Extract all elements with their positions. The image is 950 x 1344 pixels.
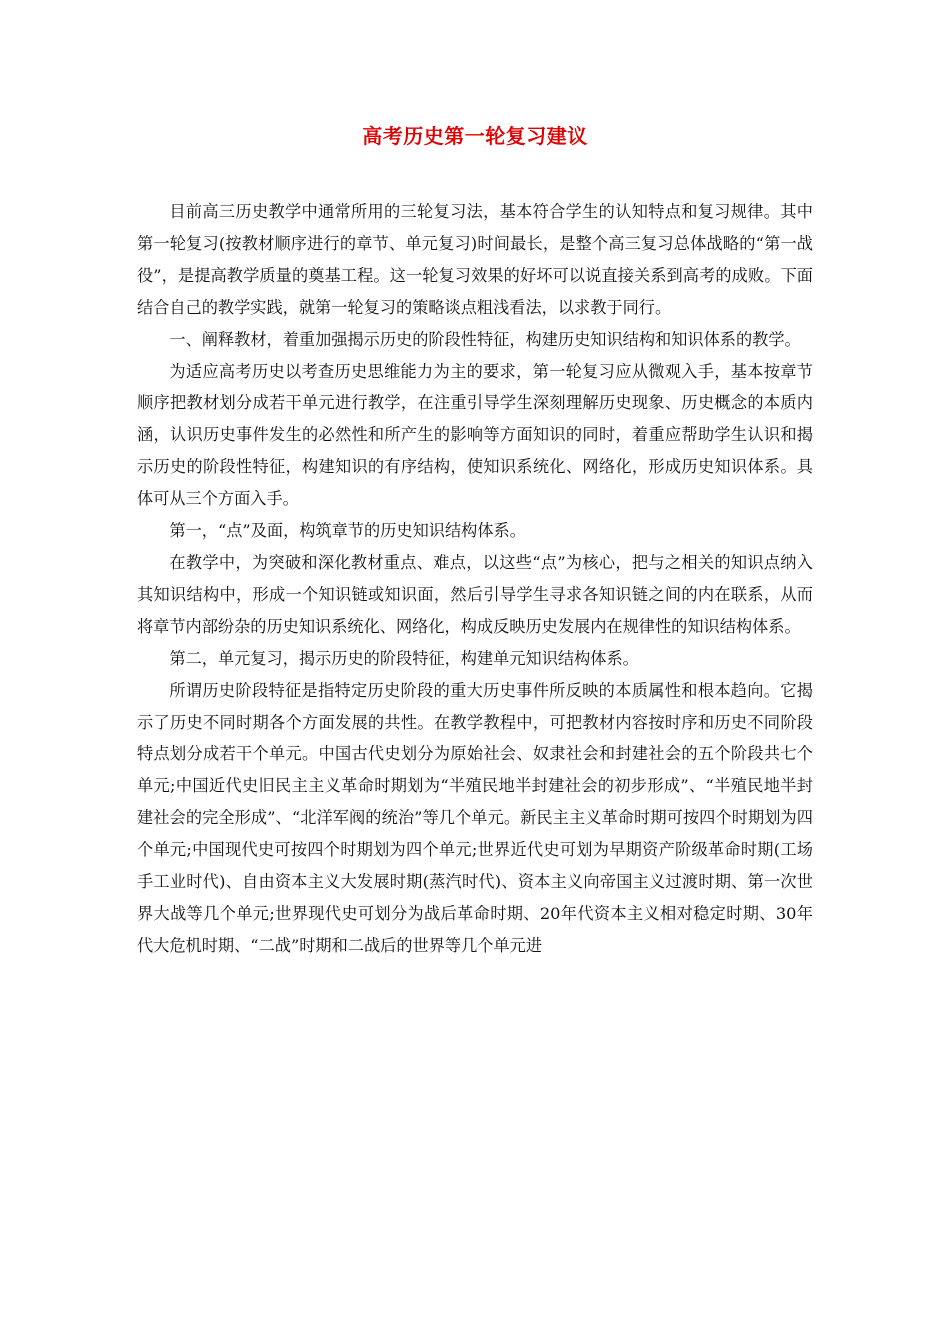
document-title: 高考历史第一轮复习建议 bbox=[362, 124, 588, 148]
paragraph: 第二，单元复习，揭示历史的阶段特征，构建单元知识结构体系。 bbox=[169, 648, 639, 668]
paragraph: 所谓历史阶段特征是指特定历史阶段的重大历史事件所反映的本质属性和根本趋向。它揭示了历史不同时期各个方面发展的共性。在教学教程中，可把教材内容按时序和历史不同阶段特点划分成若干个单元。中国古代史划分为原始社会、奴隶社会和封建社会的五个阶段共七个单元;中国近代史旧民主主义革命时期划为“半殖民地半封建社会的初步形成”、“半殖民地半封建社会的完全形成”、“北洋军阀的统治”等几个单元。新民主主义革命时期可按四个时期划为四个单元;中国现代史可按四个时期划为四个单元;世界近代史可划为早期资产阶级革命时期(工场手工业时代)、自由资本主义大发展时期(蒸汽时代)、资本主义向帝国主义过渡时期、第一次世界大战等几个单元;世界现代史可划分为战后革命时期、20年代资本主义相对稳定时期、30年代大危机时期、“二战”时期和二战后的世界等几个单元进 bbox=[137, 680, 813, 955]
paragraph: 第一，“点”及面，构筑章节的历史知识结构体系。 bbox=[169, 521, 526, 541]
paragraph: 为适应高考历史以考查历史思维能力为主的要求，第一轮复习应从微观入手，基本按章节顺序把教材划分成若干单元进行教学，在注重引导学生深刻理解历史现象、历史概念的本质内涵，认识历史事件发生的必然性和所产生的影响等方面知识的同时，着重应帮助学生认识和揭示历史的阶段性特征，构建知识的有序结构，使知识系统化、网络化，形成历史知识体系。具体可从三个方面入手。 bbox=[137, 361, 813, 509]
paragraph: 一、阐释教材，着重加强揭示历史的阶段性特征，构建历史知识结构和知识体系的教学。 bbox=[169, 329, 801, 349]
paragraph: 目前高三历史教学中通常所用的三轮复习法，基本符合学生的认知特点和复习规律。其中第一轮复习(按教材顺序进行的章节、单元复习)时间最长，是整个高三复习总体战略的“第一战役”，是提高教学质量的奠基工程。这一轮复习效果的好坏可以说直接关系到高考的成败。下面结合自己的教学实践，就第一轮复习的策略谈点粗浅看法，以求教于同行。 bbox=[137, 202, 813, 317]
paragraph: 在教学中，为突破和深化教材重点、难点，以这些“点”为核心，把与之相关的知识点纳入其知识结构中，形成一个知识链或知识面，然后引导学生寻求各知识链之间的内在联系，从而将章节内部纷杂的历史知识系统化、网络化，构成反映历史发展内在规律性的知识结构体系。 bbox=[137, 552, 813, 636]
document-body bbox=[137, 196, 813, 962]
